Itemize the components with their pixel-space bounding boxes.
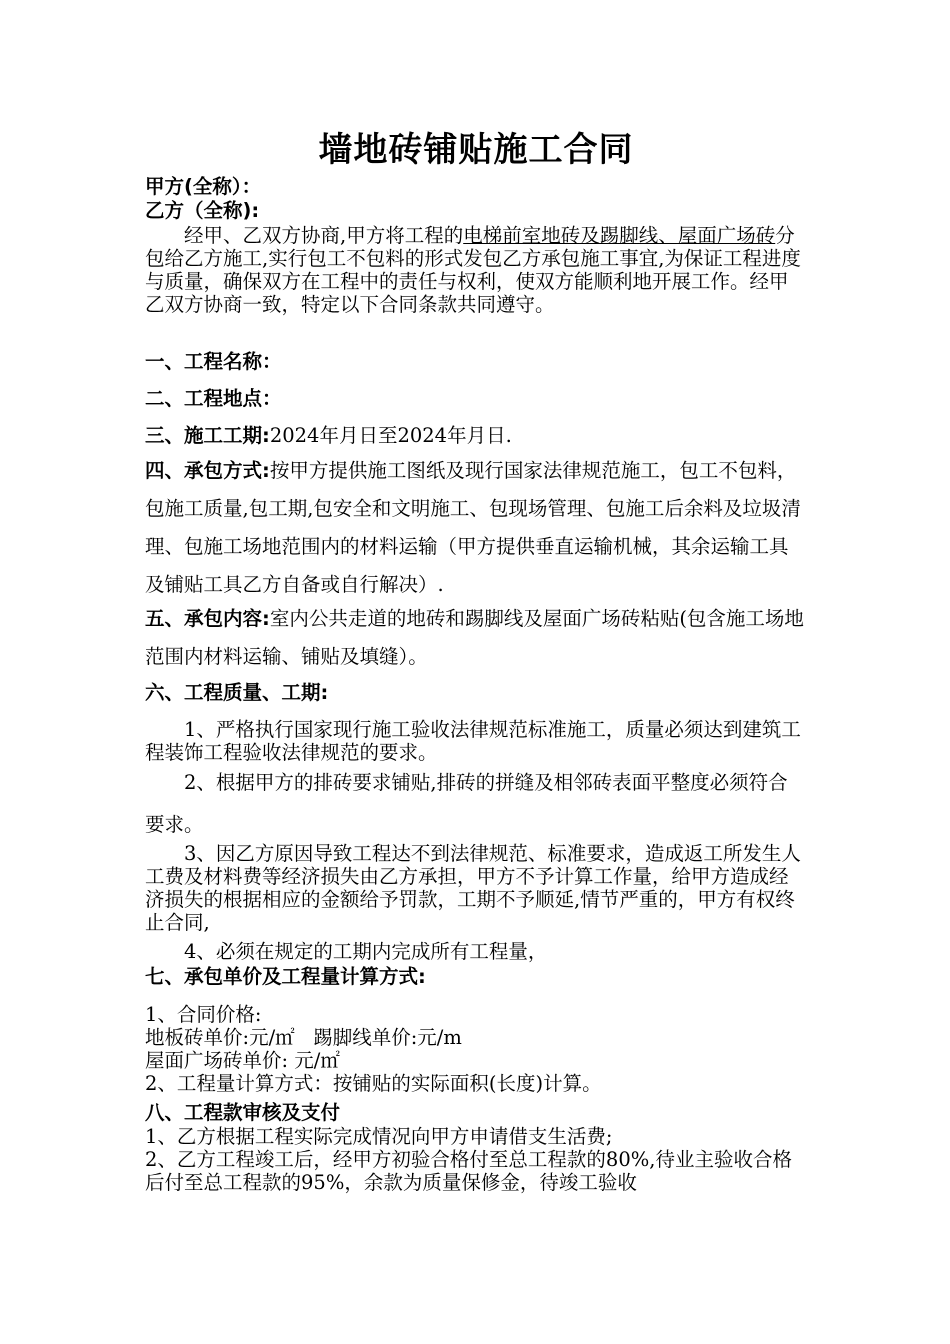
section-5-text: 室内公共走道的地砖和踢脚线及屋面广场砖粘贴(包含施工场地范围内材料运输、铺贴及填缝）。 [145,607,804,668]
section-7-line-3: 屋面广场砖单价: 元/㎡ [145,1049,340,1072]
section-2-heading: 二、工程地点： [145,387,282,410]
section-7-line-4: 2、工程量计算方式：按铺贴的实际面积(长度)计算。 [145,1072,602,1095]
section-5 [145,600,807,676]
party-a-line: 甲方(全称）： [145,175,262,198]
section-6-item-2: 2、根据甲方的排砖要求铺贴,排砖的拼缝及相邻砖表面平整度必须符合要求。 [145,771,788,836]
intro-project-scope: 电梯前室地砖及踢脚线、屋面广场砖 [463,224,776,247]
section-7-line-1: 1、合同价格: [145,1003,262,1026]
intro-text-before: 经甲、乙双方协商,甲方将工程的 [184,224,464,247]
section-5-heading: 五、承包内容: [145,607,270,630]
section-7-heading: 七、承包单价及工程量计算方式: [145,965,426,988]
section-4 [145,452,807,604]
section-8-item-1: 1、乙方根据工程实际完成情况向甲方申请借支生活费; [145,1125,613,1148]
party-b-line: 乙方（全称): [145,199,260,222]
document-title: 墙地砖铺贴施工合同 [318,130,634,170]
section-4-text: 按甲方提供施工图纸及现行国家法律规范施工，包工不包料，包施工质量,包工期,包安全和文明施工、包现场管理、包施工后余料及垃圾清理、包施工场地范围内的材料运输（甲方提供垂直运输机械，其余运输工具及铺贴工具乙方自备或自行解决）. [145,459,801,596]
section-6-heading: 六、工程质量、工期: [145,681,329,704]
section-6-item-3: 3、因乙方原因导致工程达不到法律规范、标准要求，造成返工所发生人工费及材料费等经济损失由乙方承担，甲方不予计算工作量，给甲方造成经济损失的根据相应的金额给予罚款，工期不予顺延,情节严重的，甲方有权终止合同, [145,842,801,934]
section-3 [145,422,807,450]
section-7-body [145,1003,807,1095]
intro-text-after: 分包给乙方施工,实行包工不包料的形式发包乙方承包施工事宜,为保证工程进度与质量，确保双方在工程中的责任与权利，使双方能顺利地开展工作。经甲乙双方协商一致，特定以下合同条款共同遵守。 [145,224,801,316]
section-8-item-2: 2、乙方工程竣工后，经甲方初验合格付至总工程款的80%,待业主验收合格后付至总工程款的95%，余款为质量保修金，待竣工验收 [145,1148,792,1194]
intro-paragraph [145,224,807,316]
section-3-text: 2024年月日至2024年月日. [269,424,512,447]
section-6-item-1: 1、严格执行国家现行施工验收法律规范标准施工，质量必须达到建筑工程装饰工程验收法律规范的要求。 [145,718,801,764]
section-1-heading: 一、工程名称： [145,350,282,373]
section-6-item-4: 4、必须在规定的工期内完成所有工程量， [184,940,548,963]
section-8-heading: 八、工程款审核及支付 [145,1101,341,1124]
section-7-line-2: 地板砖单价:元/㎡ 踢脚线单价:元/m [145,1026,462,1049]
section-8-body [145,1125,807,1194]
section-3-heading: 三、施工工期: [145,424,270,447]
section-4-heading: 四、承包方式: [145,459,270,482]
